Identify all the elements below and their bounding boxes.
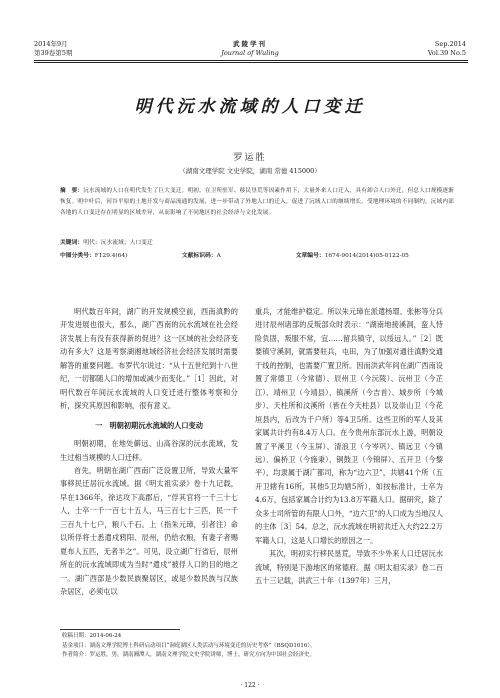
article-id-value: 1674-9014(2014)05-0122-05: [324, 253, 409, 259]
journal-name-en: Journal of Wuling: [221, 49, 279, 57]
footnotes: [62, 632, 422, 661]
page-number: · 122 ·: [240, 682, 260, 689]
article-id-label: 文章编号：: [295, 253, 325, 259]
journal-name-cn: 武陵学刊: [233, 40, 267, 48]
header-right: [428, 40, 466, 58]
abstract-block: [60, 186, 456, 219]
article-title: 明代沅水流域的人口变迁: [134, 97, 366, 117]
author-name: 罗运胜: [233, 153, 267, 163]
left-paragraph-2: 明朝初期，在地处僻远、山高谷深的沅水流域，发生过相当规模的人口迁移。: [60, 439, 238, 462]
classification-line: [60, 250, 440, 259]
keywords-line: [60, 237, 153, 246]
header-center: [200, 40, 300, 58]
right-paragraph-1: 重兵，才能维护稳定。所以朱元璋在派遣杨璟、张彬等分兵进讨辰州诸部的反叛部众时表示：“湖南地接溪洞，蛮人恃险负固，叛服不常，宜……留兵镇守，以绥远人。”［2］既要镇守溪洞，就需要驻兵，屯田，为了加强对通往滇黔交通干线的控制，也需要广置卫所。因而洪武年间在湖广西南设置了常德卫（今常德）、辰州卫（今沅陵）、沅州卫（今芷江）、靖州卫（今靖县）、镇溪所（今吉首）、城步所（今城步）、天柱所和汶溪所（皆在今天柱县）以及崇山卫（今花垣县内，后改为千户所）等4卫5所。这些卫所的军人及其家属共计约有8.4万人口。在今贵州东部沅水上游，明朝设置了平溪卫（今玉屏）、清浪卫（今岑巩）、镇远卫（今镇远）、偏桥卫（今施秉）、铜鼓卫（今锦屏）、五开卫（今黎平），均隶属于湖广都司，称为“边六卫”，共辖41个所（五开卫辖有16所，其他5卫均辖5所），如按标准计，士卒为4.6万，包括家属合计约为13.8万军籍人口。据研究，除了众多士司所管的有限人口外，“边六卫”的人口成为当地汉人的主体［3］54。总之，沅水流域在明初共迁入大约22.2万军籍人口，这是人口增长的原因之一。: [255, 307, 443, 545]
clc-value: F129.4(64): [94, 253, 128, 259]
header-rule: [34, 60, 468, 61]
body-left-column: [60, 305, 238, 599]
footnote-rule: [60, 629, 180, 630]
clc-label: 中图分类号：: [60, 253, 95, 259]
left-paragraph-1: 明代数百年间，湖广的开发规模空前，西南滇黔的开发进展也很大，那么，湖广西南的沅水流域在社会经济发展上有没有获得新的促进？这一区域的社会经济变动有多大？这是考察湖湘地域经济社会经济发展时需要解答的重要问题。布罗代尔说过：“从十五世纪到十八世纪，一切都随人口的增加或减少而变化。”［1］因此，对明代数百年间沅水流域的人口变迁进行整体考察和分析，探究其原因和影响，很有意义。: [60, 307, 238, 411]
left-paragraph-3: 首先，明朝在湖广西南广泛设置卫所，导致大量军事移民迁居沅水流域。据《明太祖实录》卷十九记载，早在1366年，徐达攻下高郡后，“俘其官将一千三十七人，士卒一千一百七十五人，马三百七十三匹，民一千三百九十七户，粮八千石。上（指朱元璋，引者注）命以所俘将士悉遣戍鸦阳、辰州，仍给衣粮，有妻子者赐夏布人五匹，无者半之”。可见，设立湖广行省后，辰州所在的沅水流域即成为当时“遣戍”被俘人口的目的地之一。湖广西部是少数民族聚居区，或是少数民族与汉族杂居区，必须屯以: [60, 465, 238, 597]
header-left: [34, 40, 72, 58]
keywords-label: 关键词：: [60, 240, 84, 246]
body-right-column: [255, 305, 443, 588]
clc-group: [60, 250, 180, 259]
abstract-text: 沅水流域的人口在明代发生了巨大变迁。明初，在卫所驻军、移民垦荒等因素作用下，大量外来人口迁入，具有卸合人口外迁，但总人口规模逐渐恢复。明中叶后，河谷平原的土地开发与商品流通的发展，进一步带动了外地人口的迁入，促进了沅域人口的继续增长。受地理环境的不同制约，沅域内部各地的人口变迁存在明显的区域差异，从而影响了不同地区的社会经济与文化发展。: [60, 188, 454, 216]
funding-note: 基金项目：湖南文理学院博士科研启动项目“洞庭湖区人类活动与环境变迁的历史考察”（BSQD1016）。: [62, 642, 316, 649]
article-id-group: [296, 253, 409, 259]
doc-code-label: 文献标识码：: [181, 253, 217, 259]
author-bio: 作者简介：罗运胜，男，湖南湘潭人，湖南文理学院文史学院讲师，博士，研究方向为中国社会经济史。: [62, 652, 316, 658]
doc-code-value: A: [216, 253, 221, 259]
issue-volume: 第39卷第5期: [34, 49, 73, 57]
issue-volume-en: Vol.39 No.5: [427, 49, 466, 57]
issue-date: 2014年9月: [34, 40, 68, 48]
keywords-value: 明代；沅水流域；人口变迁: [83, 240, 153, 246]
abstract-label: 摘 要：: [60, 188, 84, 194]
section-heading-1: 一 明朝初期沅水流域的人口变动: [95, 420, 203, 430]
issue-date-en: Sep.2014: [434, 40, 466, 48]
author-affiliation: （湖南文理学院 文史学院，湖南 常德 415000）: [179, 167, 321, 175]
doc-code-group: [182, 250, 294, 259]
right-paragraph-2: 其次，明初实行移民垦荒，导致不少外来人口迁居沅水流域，特别是下游地区的常德府。据《明太祖实录》卷二百五十三记载，洪武三十年（1397年）三月，: [255, 549, 443, 586]
received-date: 收稿日期：2014-06-24: [62, 633, 122, 639]
header-rule-thin: [34, 62, 468, 63]
